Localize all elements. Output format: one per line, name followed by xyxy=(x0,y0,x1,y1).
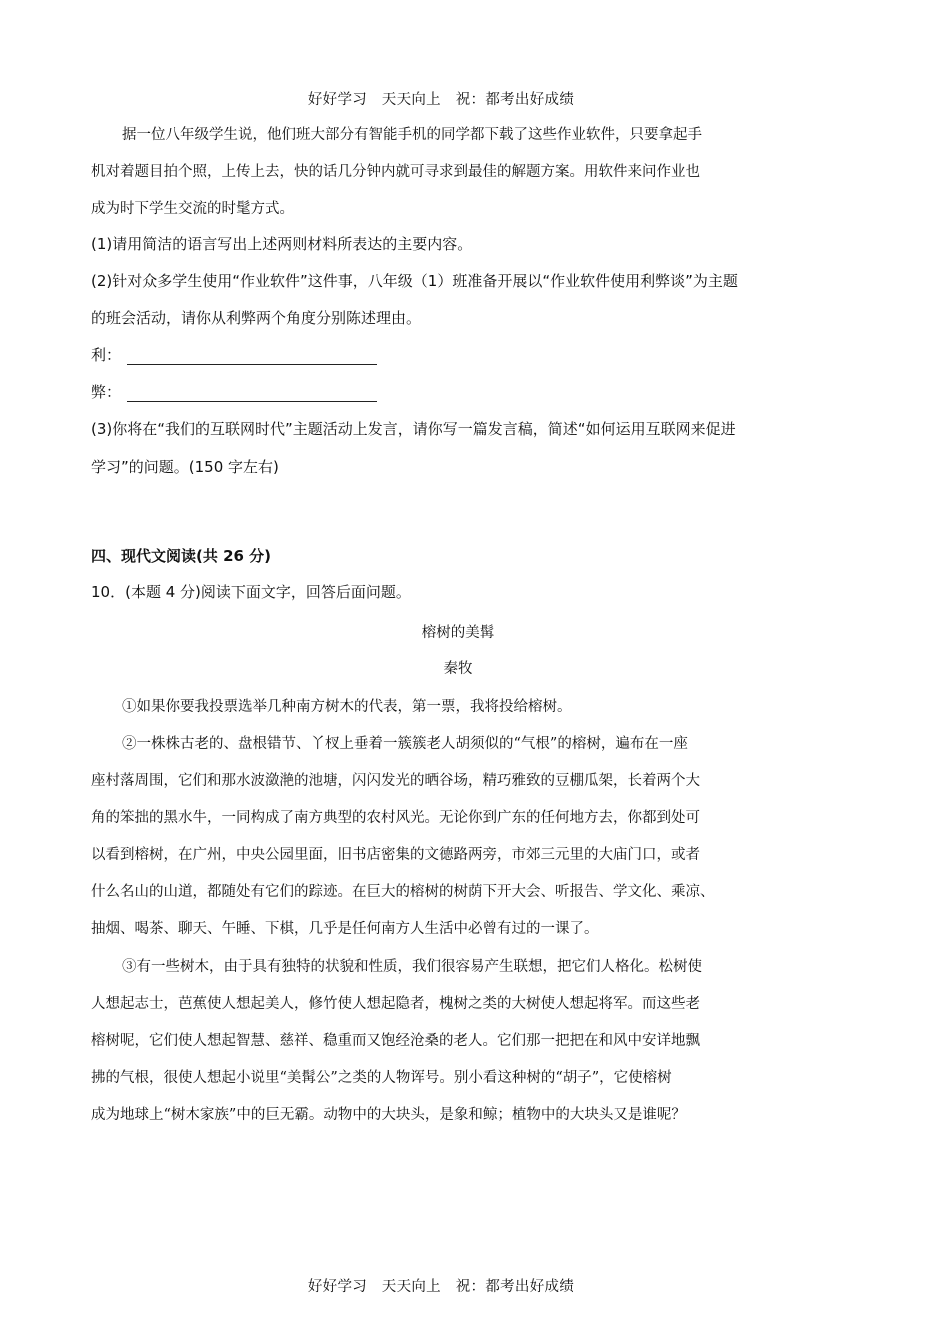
article-line: ③有一些树木，由于具有独特的状貌和性质，我们很容易产生联想，把它们人格化。松树使 xyxy=(122,959,702,975)
section-title: 四、现代文阅读(共 26 分) xyxy=(91,547,272,565)
li-answer-row xyxy=(91,344,803,365)
article-line: 座村落周围，它们和那水波潋滟的池塘，闪闪发光的晒谷场，精巧雅致的豆棚瓜架，长着两个大 xyxy=(91,773,700,789)
bi-answer-row xyxy=(91,381,803,402)
article-line: 人想起志士，芭蕉使人想起美人，修竹使人想起隐者，槐树之类的大树使人想起将军。而这些老 xyxy=(91,996,700,1012)
bi-answer-blank[interactable] xyxy=(127,387,377,402)
page-header: 好好学习 天天向上 祝：都考出好成绩 xyxy=(307,92,575,108)
li-label: 利： xyxy=(91,346,122,364)
question-2-line-2: 的班会活动，请你从利弊两个角度分别陈述理由。 xyxy=(91,309,422,327)
article-line: 榕树呢，它们使人想起智慧、慈祥、稳重而又饱经沧桑的老人。它们那一把把在和风中安详地飘 xyxy=(91,1033,700,1049)
li-answer-blank[interactable] xyxy=(127,350,377,365)
question-10: 10．(本题 4 分)阅读下面文字，回答后面问题。 xyxy=(91,583,411,601)
question-3-line-2: 学习”的问题。(150 字左右) xyxy=(91,458,279,476)
material-line-3: 成为时下学生交流的时髦方式。 xyxy=(91,201,294,217)
page-footer: 好好学习 天天向上 祝：都考出好成绩 xyxy=(307,1279,575,1295)
article-line: ②一株株古老的、盘根错节、丫杈上垂着一簇簇老人胡须似的“气根”的榕树，遍布在一座 xyxy=(122,736,688,752)
material-line-1: 据一位八年级学生说，他们班大部分有智能手机的同学都下载了这些作业软件，只要拿起手 xyxy=(122,127,702,143)
article-line: 拂的气根，很使人想起小说里“美髯公”之类的人物诨号。别小看这种树的“胡子”，它使榕树 xyxy=(91,1070,672,1086)
question-3-line-1: (3)你将在“我们的互联网时代”主题活动上发言，请你写一篇发言稿，简述“如何运用互联网来促进 xyxy=(91,420,736,438)
article-line: 角的笨拙的黑水牛，一同构成了南方典型的农村风光。无论你到广东的任何地方去，你都到处可 xyxy=(91,810,700,826)
question-2-line-1: (2)针对众多学生使用“作业软件”这件事，八年级（1）班准备开展以“作业软件使用利弊谈”为主题 xyxy=(91,272,738,290)
article-title: 榕树的美髯 xyxy=(421,625,495,641)
question-1: (1)请用简洁的语言写出上述两则材料所表达的主要内容。 xyxy=(91,235,473,253)
article-author: 秦牧 xyxy=(443,661,473,677)
article-line: 抽烟、喝茶、聊天、午睡、下棋，几乎是任何南方人生活中必曾有过的一课了。 xyxy=(91,921,599,937)
article-line: 什么名山的山道，都随处有它们的踪迹。在巨大的榕树的树荫下开大会、听报告、学文化、乘凉、 xyxy=(91,884,715,900)
material-line-2: 机对着题目拍个照，上传上去，快的话几分钟内就可寻求到最佳的解题方案。用软件来问作业也 xyxy=(91,164,700,180)
bi-label: 弊： xyxy=(91,383,122,401)
article-line: ①如果你要我投票选举几种南方树木的代表，第一票，我将投给榕树。 xyxy=(122,699,572,715)
article-line: 成为地球上“树木家族”中的巨无霸。动物中的大块头，是象和鲸；植物中的大块头又是谁呢？ xyxy=(91,1107,686,1123)
article-line: 以看到榕树，在广州，中央公园里面，旧书店密集的文德路两旁，市郊三元里的大庙门口，或者 xyxy=(91,847,700,863)
